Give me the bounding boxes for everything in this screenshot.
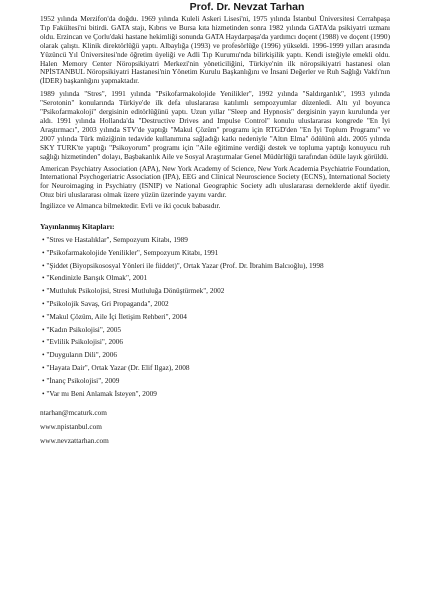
list-item: • "Psikofarmakolojide Yenilikler", Sempozyum Kitabı, 1991: [42, 247, 219, 257]
page-title: Prof. Dr. Nevzat Tarhan: [189, 1, 305, 13]
list-item: • "Mutluluk Psikolojisi, Stresi Mutluluğa Dönüştürmek", 2002: [42, 286, 225, 296]
books-heading: Yayınlanmış Kitapları:: [40, 222, 115, 232]
list-item: • "Hayata Dair", Ortak Yazar (Dr. Elif Ilgaz), 2008: [42, 363, 190, 372]
books-list: [40, 234, 390, 400]
awards-paragraph: 1989 yılında "Stres", 1991 yılında "Psikofarmakolojide Yenilikler", 1992 yılında "Saldırganlık", 1993 yılında "Serotonin" konularında Türkiye'de ilk defa uluslararası katılımlı sempozyumlar düzenledi. Altı yıl boyunca "Psikofarmakoloji" dergisinin editörlüğünü yaptı. Uzun yıllar "Sleep and Hypnosis" dergisinin yayın kurulunda yer aldı. 1991 yılında Hollanda'da "Destructive Drives and Impulse Control" konulu uluslararası kongrede "En İyi Araştırmacı", 2003 yılında STV'de yaptığı "Makul Çözüm" programı için RTGD'den "En İyi Toplum Programı" ve 2007 yılında Türk müziğinin tedavide kullanımına sağladığı katkı nedeniyle "Altın Elma" ödülünü aldı. 2005 yılında SKY TURK'te yaptığı "Psikoyorum" programı için "Aile eğitimine verdiği destek ve topluma yaptığı konuyucu ruh sağlığı hizmetinden" dolayı, Başbakanlık Aile ve Sosyal Araştırmalar Genel Müdürlüğü tarafından ödüle layık görüldü.: [40, 89, 390, 161]
languages-paragraph: İngilizce ve Almanca bilmektedir. Evli ve iki çocuk babasıdır.: [40, 201, 221, 211]
website-npistanbul: www.npistanbul.com: [40, 422, 102, 432]
list-item: • "Kadın Psikolojisi", 2005: [42, 324, 122, 334]
list-item: • "Duyguların Dili", 2006: [42, 350, 117, 360]
list-item: • "Var mı Beni Anlamak İsteyen", 2009: [42, 388, 157, 398]
email-address: ntarhan@mcaturk.com: [40, 408, 107, 418]
list-item: • "Evlilik Psikolojisi", 2006: [42, 337, 124, 347]
list-item: • "İnanç Psikolojisi", 2009: [42, 375, 120, 385]
website-nevzattarhan: www.nevzattarhan.com: [40, 436, 109, 446]
list-item: • "Şiddet (Biyopsikososyal Yönleri ile fiiddet)", Ortak Yazar (Prof. Dr. İbrahim Balcıoğlu), 1998: [42, 260, 324, 270]
memberships-paragraph: American Psychiatry Association (APA), New York Academy of Science, New York Academia Psychiatrie Foundation, International Psychogeriatric Association (IPA), EEG and Clinical Neuroscience Society (ECNS), International Society for Neuroimaging in Psychiatry (ISNIP) ve National Geographic Society adlı uluslararası derneklerde aktif üyedir. Otuz biri uluslararası olmak üzere yüzün üzerinde yayını vardır.: [40, 163, 390, 200]
list-item: • "Stres ve Hastalıklar", Sempozyum Kitabı, 1989: [42, 235, 188, 245]
list-item: • "Kendinizle Barışık Olmak", 2001: [42, 273, 148, 283]
biography-paragraph: 1952 yılında Merzifon'da doğdu. 1969 yılında Kuleli Askeri Lisesi'ni, 1975 yılında İstanbul Üniversitesi Cerrahpaşa Tıp Fakültesi'ni bitirdi. GATA stajı, Kıbrıs ve Bursa kıta hizmetinden sonra 1982 yılında GATA'da psikiyatri uzmanı oldu. Erzincan ve Çorlu'daki hastane hekimliği sonunda GATA Haydarpaşa'da yardımcı doçent (1988) ve doçent (1990) olarak çalıştı. Klinik direktörlüğü yaptı. Albaylığa (1993) ve profesörlüğe (1996) yükseldi. 1996-1999 yılları arasında Yüzüncü Yıl Üniversitesi'nde öğretim üyeliği ve Adli Tıp Kurumu'nda bilirkişilik yaptı. Kendi isteğiyle emekli oldu. Halen Memory Center Nöropsikiyatri Merkezi'nin yöneticiliğini, Türkiye'nin ilk nöropsikiyatri hastanesi olan NPİSTANBUL Nöropsikiyatri Hastanesi'nin Yönetim Kurulu Başkanlığını ve İnsani Değerler ve Ruh Sağlığı Vakfı'nın (İDER) başkanlığını yapmaktadır.: [40, 14, 390, 86]
contact-block: [40, 406, 390, 448]
list-item: • "Makul Çözüm, Aile İçi İletişim Rehberi", 2004: [42, 311, 187, 321]
document-page: [40, 0, 390, 448]
list-item: • "Psikolojik Savaş, Gri Propaganda", 2002: [42, 299, 169, 309]
